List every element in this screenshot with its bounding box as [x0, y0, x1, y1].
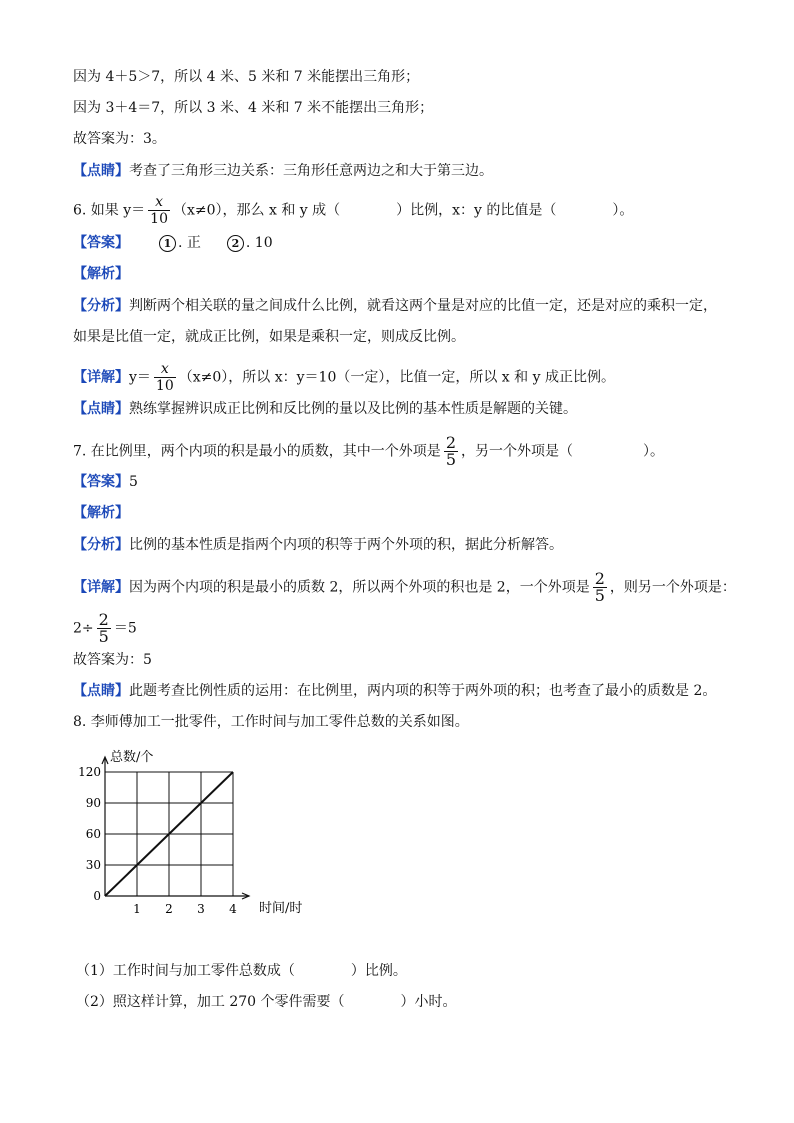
xiangjie-tag: 【详解】 — [73, 579, 129, 596]
xiangjie-fraction — [593, 571, 607, 604]
q6-answer — [73, 233, 273, 253]
q6-xiangjie — [73, 361, 615, 394]
q6-frac-den: 10 — [150, 211, 168, 227]
dianjing-line-q5 — [73, 161, 493, 181]
xiangjie-frac-den: 10 — [155, 378, 174, 394]
xiangjie-tag: 【详解】 — [73, 369, 129, 386]
dianjing-text: 考查了三角形三边关系：三角形任意两边之和大于第三边。 — [129, 163, 493, 179]
answer-tag: 【答案】 — [73, 474, 129, 490]
x-tick-label: 4 — [229, 902, 237, 916]
fenxi-text: 判断两个相关联的量之间成什么比例，就看这两个量是对应的比值一定，还是对应的乘积一定， — [129, 298, 717, 314]
q7-dianjing — [73, 681, 716, 701]
line-chart — [72, 745, 332, 920]
calc-frac-den: 5 — [98, 627, 109, 646]
answer-2-text: . 10 — [245, 235, 273, 251]
xiangjie-frac-num: 2 — [594, 569, 605, 588]
xiangjie-frac-den: 5 — [594, 586, 605, 605]
answer-tag: 【答案】 — [73, 235, 129, 251]
q6-suffix: （x≠0），那么 x 和 y 成（ ）比例，x：y 的比值是（ ）。 — [173, 202, 634, 219]
fenxi-text: 比例的基本性质是指两个内项的积等于两个外项的积，据此分析解答。 — [129, 537, 563, 553]
y-tick-label: 120 — [78, 765, 101, 779]
q7-conclusion: 故答案为：5 — [73, 652, 152, 668]
jiexi-tag: 【解析】 — [73, 505, 129, 521]
dianjing-text: 此题考查比例性质的运用：在比例里，两内项的积等于两外项的积；也考查了最小的质数是 2。 — [129, 683, 717, 699]
q6-prefix: 6. 如果 y＝ — [73, 202, 146, 219]
y-tick-label: 60 — [85, 827, 101, 841]
dianjing-text: 熟练掌握辨识成正比例和反比例的量以及比例的基本性质是解题的关键。 — [129, 401, 577, 417]
dianjing-tag: 【点睛】 — [73, 683, 129, 699]
answer-marker-1: 1 — [159, 235, 176, 252]
q7-answer — [73, 472, 138, 492]
q7-frac-num: 2 — [445, 433, 456, 452]
y-axis-label: 总数/个 — [110, 750, 154, 765]
q6-fraction — [148, 194, 170, 227]
xiangjie-fraction — [154, 361, 176, 394]
fenxi-tag: 【分析】 — [73, 537, 129, 553]
q8-sub-1: （1）工作时间与加工零件总数成（ ）比例。 — [76, 963, 407, 979]
x-axis-label: 时间/时 — [259, 901, 303, 916]
q8-sub-2: （2）照这样计算，加工 270 个零件需要（ ）小时。 — [76, 994, 457, 1010]
jiexi-tag: 【解析】 — [73, 266, 129, 282]
answer-text: 5 — [129, 474, 138, 490]
x-tick-label: 3 — [197, 902, 205, 916]
xiangjie-prefix: 因为两个内项的积是最小的质数 2，所以两个外项的积也是 2，一个外项是 — [129, 579, 590, 596]
q7-xiangjie — [73, 571, 736, 604]
fenxi-tag: 【分析】 — [73, 298, 129, 314]
dianjing-tag: 【点睛】 — [73, 163, 129, 179]
solution-line-1: 因为 4＋5＞7，所以 4 米、5 米和 7 米能摆出三角形； — [73, 69, 420, 85]
answer-marker-2: 2 — [227, 235, 244, 252]
q7-suffix: ，另一个外项是（ ）。 — [461, 443, 664, 460]
question-6 — [73, 194, 633, 227]
q7-calc — [73, 612, 137, 645]
q7-prefix: 7. 在比例里，两个内项的积是最小的质数，其中一个外项是 — [73, 443, 441, 460]
question-7 — [73, 435, 664, 468]
dianjing-tag: 【点睛】 — [73, 401, 129, 417]
q7-fraction — [444, 435, 458, 468]
q6-jiexi — [73, 264, 129, 284]
q7-jiexi — [73, 503, 129, 523]
xiangjie-suffix: （x≠0），所以 x：y＝10（一定），比值一定，所以 x 和 y 成正比例。 — [178, 369, 615, 386]
xiangjie-suffix: ，则另一个外项是： — [609, 579, 736, 596]
solution-line-2: 因为 3＋4＝7，所以 3 米、4 米和 7 米不能摆出三角形； — [73, 100, 434, 116]
question-8: 8. 李师傅加工一批零件，工作时间与加工零件总数的关系如图。 — [73, 714, 469, 730]
calc-suffix: ＝5 — [113, 620, 137, 637]
q6-frac-num: x — [155, 194, 164, 210]
y-tick-label: 30 — [85, 858, 101, 872]
q6-fenxi-1 — [73, 296, 717, 316]
solution-line-3: 故答案为：3。 — [73, 131, 166, 147]
y-tick-label: 0 — [93, 889, 101, 903]
q6-fenxi-2: 如果是比值一定，就成正比例，如果是乘积一定，则成反比例。 — [73, 329, 465, 345]
calc-frac-num: 2 — [98, 610, 109, 629]
q6-dianjing — [73, 399, 577, 419]
x-tick-label: 1 — [133, 902, 141, 916]
xiangjie-frac-num: x — [160, 361, 169, 377]
q7-frac-den: 5 — [445, 450, 456, 469]
xiangjie-prefix: y＝ — [129, 369, 151, 386]
calc-prefix: 2÷ — [73, 620, 94, 637]
answer-1-text: . 正 — [178, 235, 201, 251]
q7-fenxi — [73, 535, 563, 555]
calc-fraction — [97, 612, 111, 645]
x-tick-label: 2 — [165, 902, 173, 916]
chart-ticks — [78, 765, 237, 916]
y-tick-label: 90 — [85, 796, 101, 810]
